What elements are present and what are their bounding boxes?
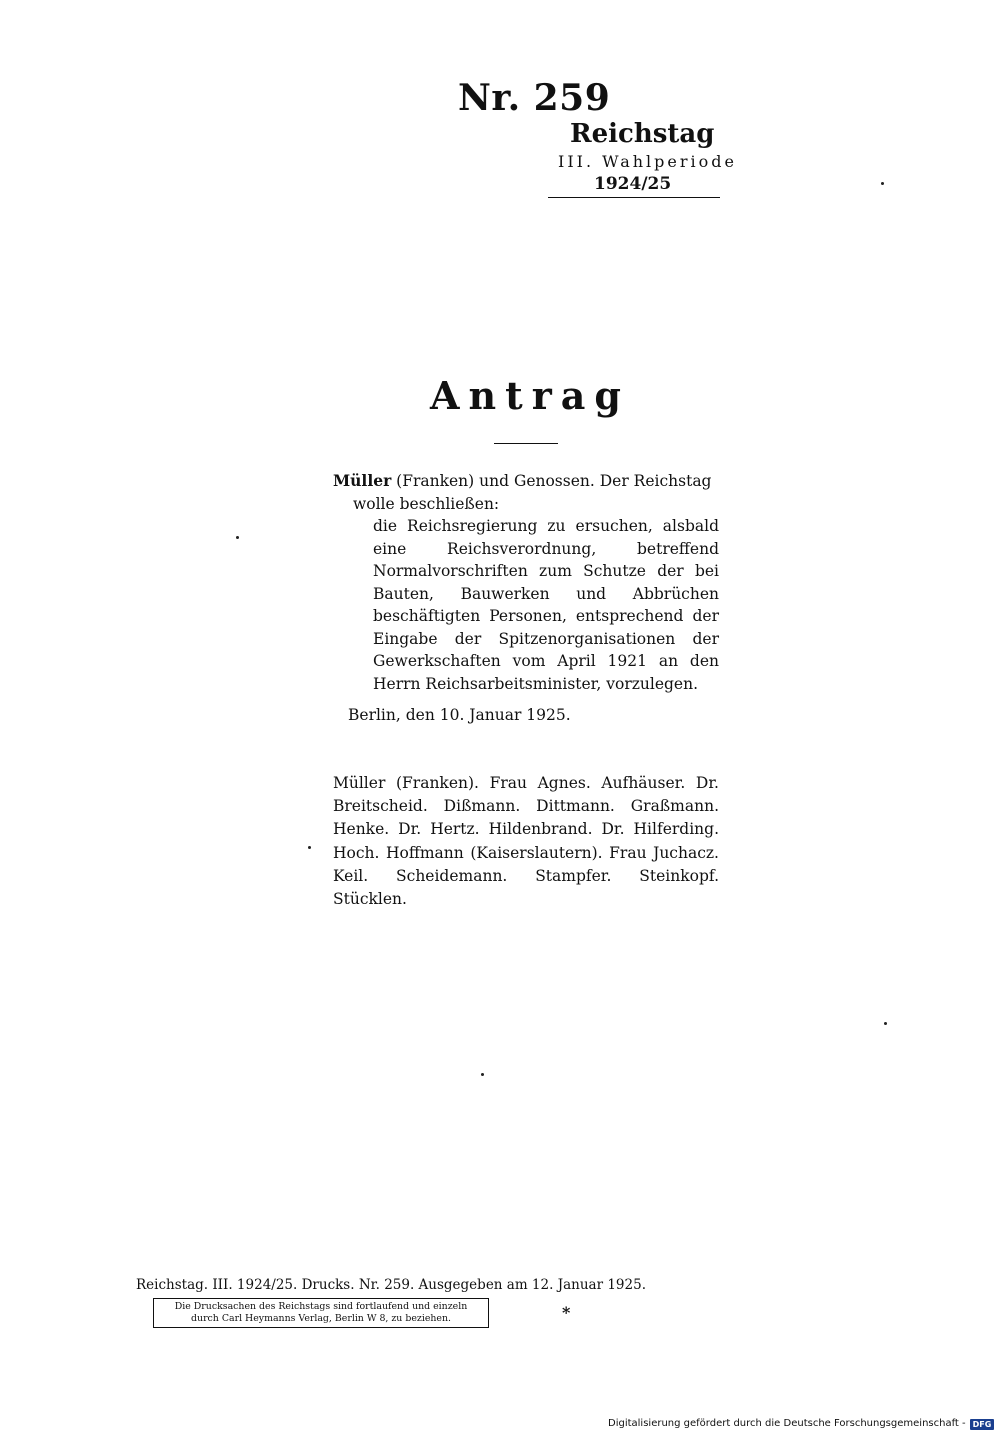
date-line: Berlin, den 10. Januar 1925. — [348, 706, 571, 724]
electoral-term: III. Wahlperiode — [558, 152, 737, 171]
scan-speck — [481, 1073, 484, 1076]
footer-box-line: durch Carl Heymanns Verlag, Berlin W 8, zu beziehen. — [191, 1313, 451, 1324]
scan-speck — [236, 536, 239, 539]
motion-intro — [333, 470, 719, 515]
scan-speck — [881, 182, 884, 185]
signatories-line: Keil. Scheidemann. Stampfer. Steinkopf. Stücklen. — [333, 866, 719, 909]
scan-speck — [884, 1022, 887, 1025]
funding-notice — [608, 1418, 994, 1430]
document-number: Nr. 259 — [458, 77, 611, 119]
signatories-line: Henke. Dr. Hertz. Hildenbrand. Dr. Hilferding. — [333, 820, 719, 839]
motion-body: die Reichsregierung zu ersuchen, alsbald eine Reichsverordnung, betreffend Normalvorschriften zum Schutze der bei Bauten, Bauwerken und Abbrüchen beschäftigten Personen, entsprechend der Eingabe der Spitzenorganisationen der Gewerkschaften vom April 1921 an den Herrn Reichsarbeitsminister, vorzulegen. — [373, 517, 719, 693]
funding-text: Digitalisierung gefördert durch die Deutsche Forschungsgemeinschaft - — [608, 1418, 966, 1429]
footer-publisher-box — [153, 1298, 489, 1328]
signatories — [333, 772, 719, 911]
footer-print-line: Reichstag. III. 1924/25. Drucks. Nr. 259. Ausgegeben am 12. Januar 1925. — [136, 1277, 646, 1293]
assembly-name: Reichstag — [570, 119, 715, 149]
title-rule — [494, 443, 558, 444]
mover-name: Müller — [333, 471, 392, 490]
signatories-line: Hoch. Hoffmann (Kaiserslautern). Frau Juchacz. — [333, 843, 719, 862]
motion-text — [333, 470, 719, 695]
motion-intro-continuation: wolle beschließen: — [353, 494, 500, 513]
footer-box-line: Die Drucksachen des Reichstags sind fortlaufend und einzeln — [174, 1301, 468, 1312]
session-years: 1924/25 — [594, 174, 672, 194]
footer-asterisk: * — [562, 1303, 571, 1322]
header-rule — [548, 197, 720, 198]
dfg-logo-icon: DFG — [970, 1419, 995, 1430]
signatories-line: Müller (Franken). Frau Agnes. Aufhäuser. Dr. — [333, 774, 719, 792]
signatories-line: Breitscheid. Dißmann. Dittmann. Graßmann. — [333, 797, 719, 816]
document-title: Antrag — [430, 373, 630, 418]
motion-intro-rest: (Franken) und Genossen. Der Reichstag — [396, 472, 712, 490]
scan-speck — [308, 846, 311, 849]
